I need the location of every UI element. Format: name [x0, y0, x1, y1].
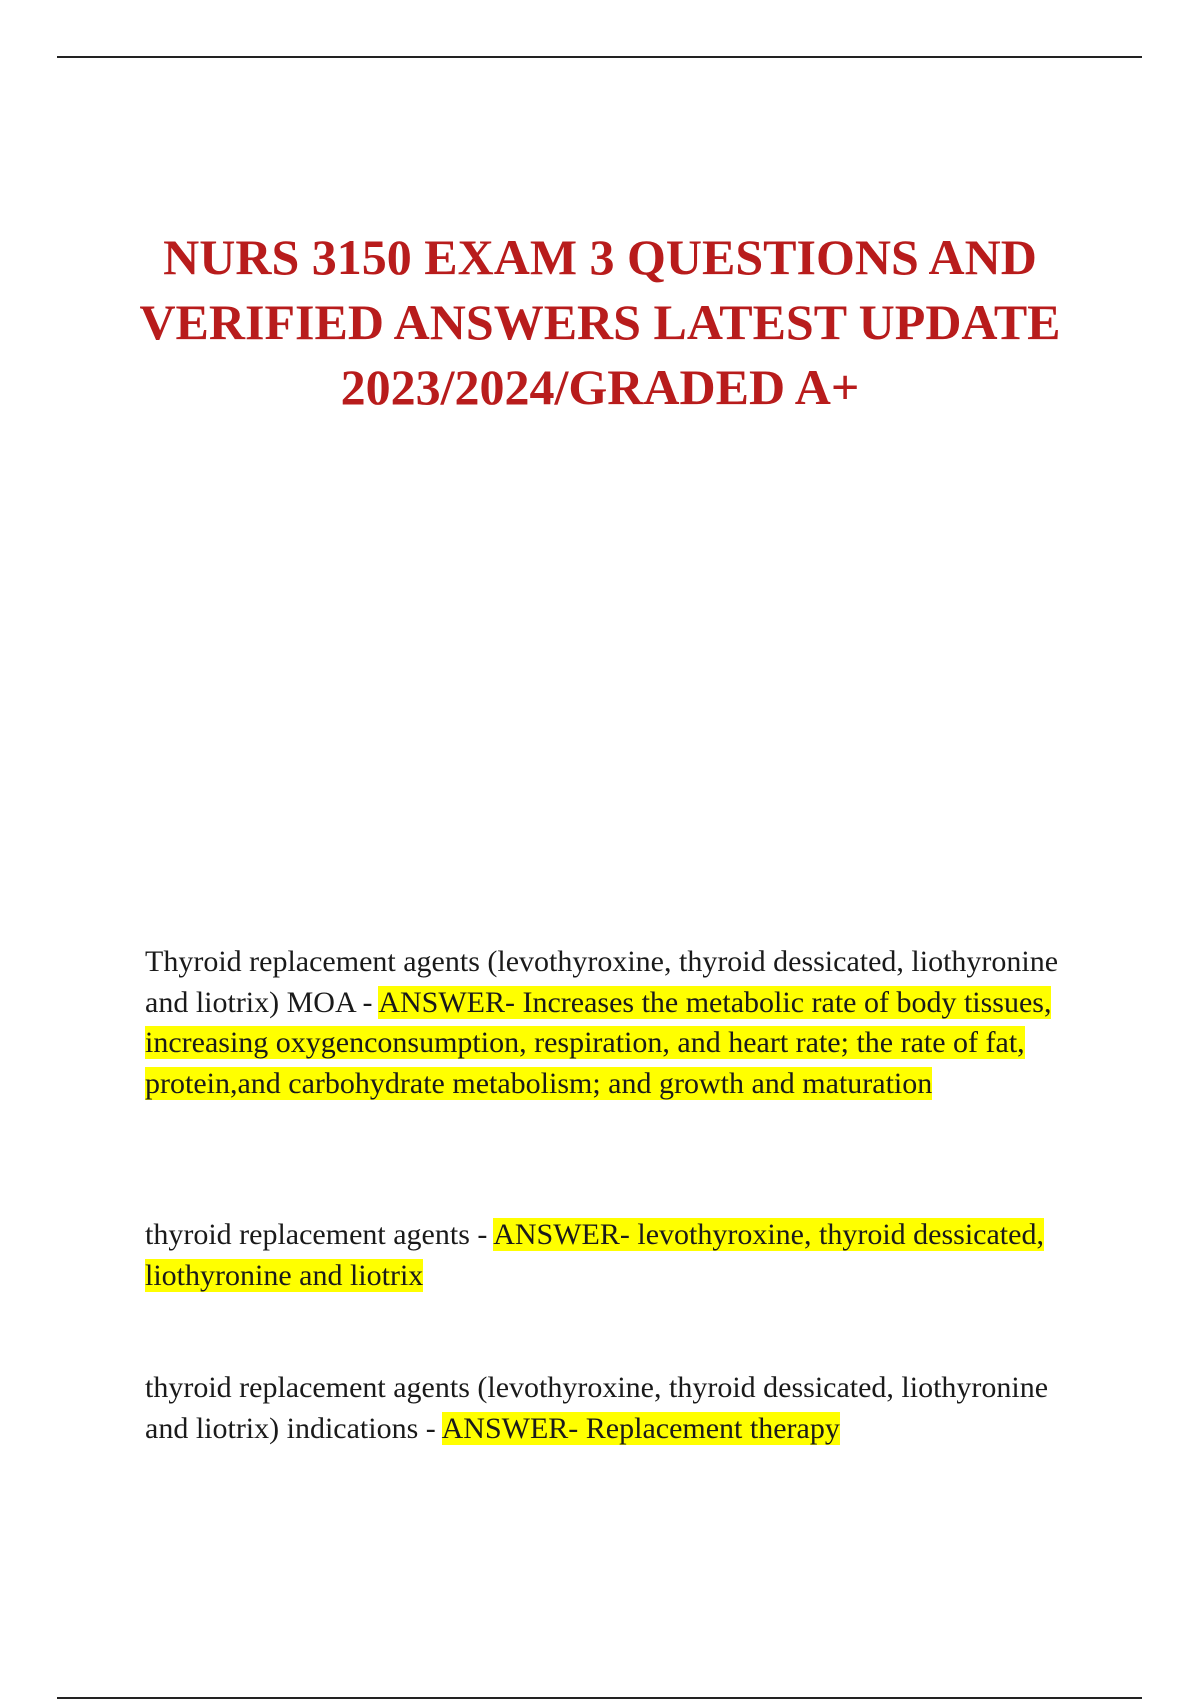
- answer-highlight: ANSWER- levothyroxine, thyroid dessicated, liothyronine and liotrix: [145, 1218, 1044, 1292]
- qa-item: [145, 1368, 1090, 1449]
- qa-item: [145, 942, 1090, 1104]
- answer-highlight: ANSWER- Replacement therapy: [441, 1411, 840, 1445]
- question-text: Thyroid replacement agents (levothyroxine, thyroid dessicated, liothyronine and liotrix) MOA -: [145, 945, 1059, 1019]
- bottom-rule: [57, 1697, 1142, 1699]
- top-rule: [57, 56, 1142, 58]
- question-text: thyroid replacement agents (levothyroxine, thyroid dessicated, liothyronine and liotrix) indications -: [145, 1371, 1049, 1445]
- document-title: NURS 3150 EXAM 3 QUESTIONS AND VERIFIED ANSWERS LATEST UPDATE 2023/2024/GRADED A+: [139, 229, 1061, 415]
- answer-highlight: ANSWER- Increases the metabolic rate of body tissues, increasing oxygenconsumption, respiration, and heart rate; the rate of fat, protein,and carbohydrate metabolism; and growth and maturation: [145, 985, 1052, 1100]
- question-text: thyroid replacement agents -: [145, 1218, 494, 1251]
- qa-item: [145, 1215, 1090, 1296]
